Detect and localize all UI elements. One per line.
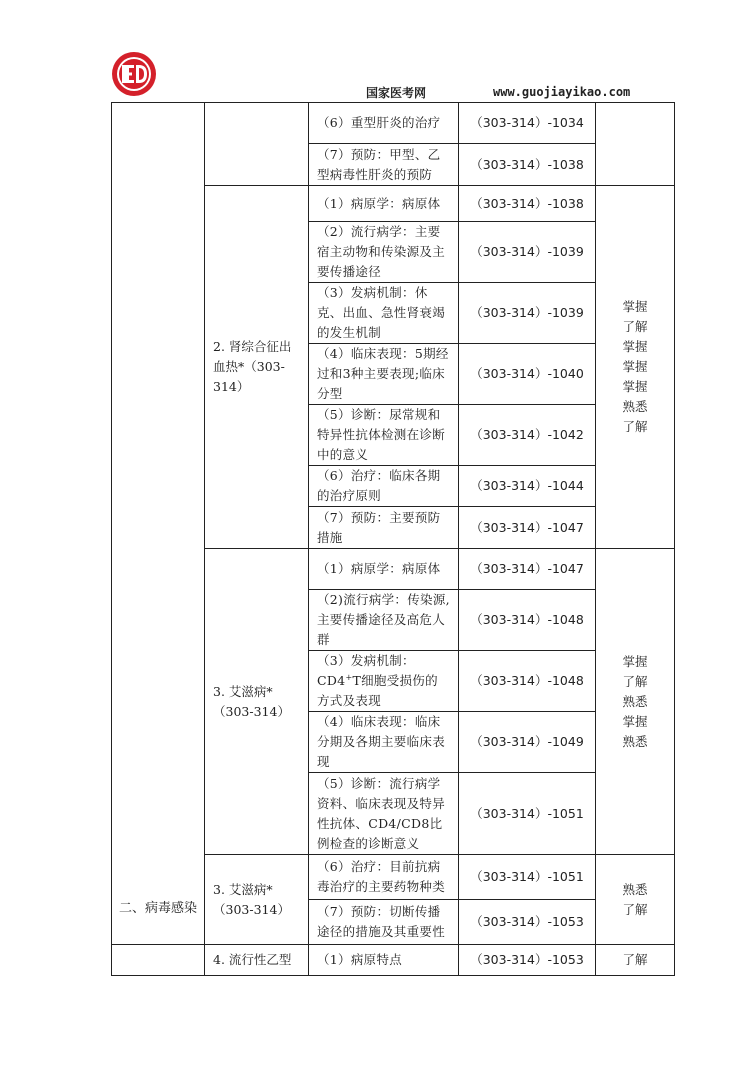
- level-label: 掌握: [622, 339, 648, 354]
- level-label: 熟悉: [622, 881, 648, 897]
- category-cell-empty: [112, 103, 205, 945]
- level-label: 掌握: [622, 359, 648, 374]
- category-label: 二、病毒感染: [118, 901, 197, 916]
- superscript: +: [345, 672, 353, 682]
- logo: [110, 49, 158, 101]
- level-label: 掌握: [622, 299, 648, 314]
- code-cell: （303-314）-1048: [459, 651, 596, 712]
- content-cell: （4）临床表现：临床分期及各期主要临床表现: [309, 712, 459, 773]
- content-cell: （7）预防：甲型、乙型病毒性肝炎的预防: [309, 144, 459, 186]
- content-cell: （1）病原学：病原体: [309, 186, 459, 222]
- content-cell: [309, 651, 459, 712]
- subject-cell-aids-2: 3. 艾滋病*（303-314）: [205, 855, 309, 945]
- code-cell: （303-314）-1053: [459, 900, 596, 945]
- code-cell: （303-314）-1051: [459, 773, 596, 855]
- content-cell: （7）预防：主要预防措施: [309, 507, 459, 549]
- category-cell: [112, 901, 205, 976]
- content-cell: （6）治疗：临床各期的治疗原则: [309, 466, 459, 507]
- level-label: 掌握: [622, 379, 648, 394]
- level-label: 了解: [622, 419, 648, 434]
- code-cell: （303-314）-1044: [459, 466, 596, 507]
- content-cell: （1）病原学：病原体: [309, 549, 459, 590]
- code-cell: （303-314）-1048: [459, 590, 596, 651]
- content-cell: （6）重型肝炎的治疗: [309, 103, 459, 144]
- content-text: T细胞受损伤的方式及表现: [317, 673, 438, 708]
- subject-cell-jbe: 4. 流行性乙型: [205, 945, 309, 976]
- level-label: 熟悉: [622, 399, 648, 414]
- level-label: 熟悉: [622, 733, 648, 749]
- subject-cell-empty: [205, 103, 309, 186]
- subject-cell-hfrs: 2. 肾综合征出血热*（303-314）: [205, 186, 309, 549]
- level-label: 熟悉: [622, 693, 648, 709]
- content-cell: （6）治疗：目前抗病毒治疗的主要药物种类: [309, 855, 459, 900]
- code-cell: （303-314）-1039: [459, 283, 596, 344]
- level-label: 了解: [622, 673, 648, 689]
- content-cell: （3）发病机制：休克、出血、急性肾衰竭的发生机制: [309, 283, 459, 344]
- code-cell: （303-314）-1049: [459, 712, 596, 773]
- code-cell: （303-314）-1042: [459, 405, 596, 466]
- level-label: 了解: [622, 319, 648, 334]
- header-url: www.guojiayikao.com: [493, 85, 631, 99]
- code-cell: （303-314）-1034: [459, 103, 596, 144]
- code-cell: （303-314）-1051: [459, 855, 596, 900]
- code-cell: （303-314）-1040: [459, 344, 596, 405]
- subject-cell-aids: 3. 艾滋病*（303-314）: [205, 549, 309, 855]
- code-cell: （303-314）-1047: [459, 507, 596, 549]
- content-cell: （5）诊断：流行病学资料、临床表现及特异性抗体、CD4/CD8比例检查的诊断意义: [309, 773, 459, 855]
- level-cell-hfrs: [596, 186, 675, 549]
- level-label: 掌握: [622, 713, 648, 729]
- level-cell-empty: [596, 103, 675, 186]
- content-text: （3）发病机制：CD4: [317, 653, 415, 688]
- content-cell: （5）诊断：尿常规和特异性抗体检测在诊断中的意义: [309, 405, 459, 466]
- content-cell: （2)流行病学：传染源,主要传播途径及高危人群: [309, 590, 459, 651]
- content-cell: （2）流行病学：主要宿主动物和传染源及主要传播途径: [309, 222, 459, 283]
- code-cell: （303-314）-1039: [459, 222, 596, 283]
- level-cell-jbe: [596, 945, 675, 976]
- content-cell: （1）病原特点: [309, 945, 459, 976]
- code-cell: （303-314）-1047: [459, 549, 596, 590]
- level-cell-aids: [596, 549, 675, 855]
- code-cell: （303-314）-1053: [459, 945, 596, 976]
- content-cell: （7）预防：切断传播途径的措施及其重要性: [309, 900, 459, 945]
- syllabus-table: [111, 102, 675, 976]
- table-row: [112, 945, 675, 976]
- code-cell: （303-314）-1038: [459, 186, 596, 222]
- level-label: 了解: [622, 901, 648, 917]
- code-cell: （303-314）-1038: [459, 144, 596, 186]
- level-cell-aids-2: [596, 855, 675, 945]
- header-site-name: 国家医考网: [366, 86, 427, 100]
- level-label: 掌握: [622, 653, 648, 669]
- level-label: 了解: [622, 952, 648, 967]
- table-row: [112, 103, 675, 144]
- content-cell: （4）临床表现：5期经过和3种主要表现;临床分型: [309, 344, 459, 405]
